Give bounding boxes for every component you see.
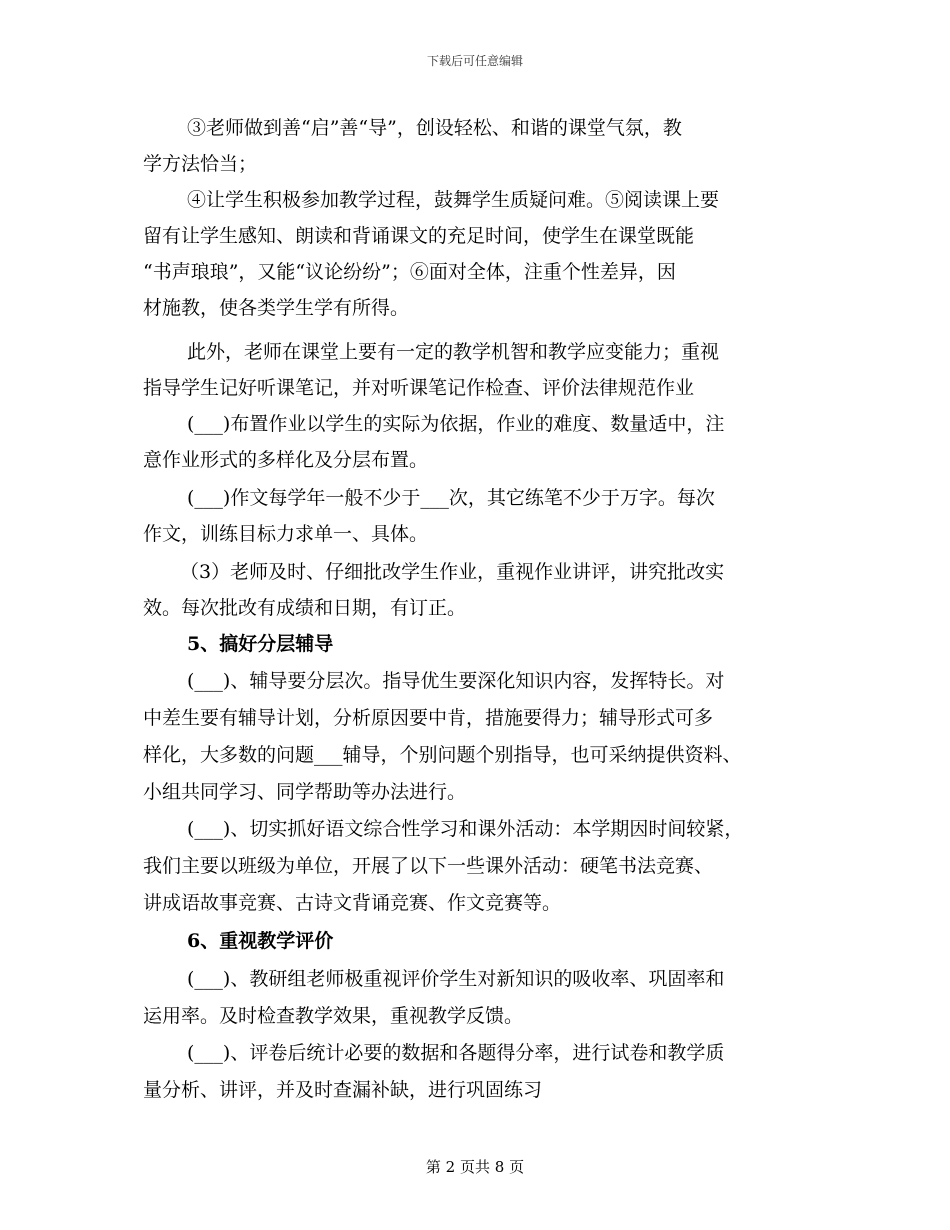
paragraph-line: 此外，老师在课堂上要有一定的教学机智和教学应变能力；重视 — [187, 341, 720, 363]
paragraph-line: 意作业形式的多样化及分层布置。 — [143, 449, 429, 471]
paragraph-line: 中差生要有辅导计划，分析原因要中肯，措施要得力；辅导形式可多 — [143, 707, 714, 729]
paragraph-line: 材施教，使各类学生学有所得。 — [143, 297, 410, 319]
paragraph-line: (___)作文每学年一般不少于___次，其它练笔不少于万字。每次 — [187, 487, 715, 509]
section-heading: 6、重视教学评价 — [187, 930, 334, 952]
page-header: 下载后可任意编辑 — [426, 54, 523, 68]
paragraph-line: 留有让学生感知、朗读和背诵课文的充足时间，使学生在课堂既能 — [143, 225, 695, 247]
paragraph-line: (___)、切实抓好语文综合性学习和课外活动：本学期因时间较紧， — [187, 818, 744, 840]
paragraph-line: (___)、评卷后统计必要的数据和各题得分率，进行试卷和教学质 — [187, 1042, 725, 1064]
paragraph-line: 讲成语故事竞赛、古诗文背诵竞赛、作文竞赛等。 — [143, 892, 562, 914]
paragraph-line: 量分析、讲评，并及时查漏补缺，进行巩固练习 — [143, 1079, 543, 1101]
paragraph-line: ③老师做到善“启”善“导”，创设轻松、和谐的课堂气氛，教 — [187, 117, 682, 139]
paragraph-line: 指导学生记好听课笔记，并对听课笔记作检查、评价法律规范作业 — [143, 377, 695, 399]
paragraph-line: 我们主要以班级为单位，开展了以下一些课外活动：硬笔书法竞赛、 — [143, 855, 714, 877]
paragraph-line: (___)布置作业以学生的实际为依据，作业的难度、数量适中，注 — [187, 413, 725, 435]
paragraph-line: 小组共同学习、同学帮助等办法进行。 — [143, 781, 467, 803]
paragraph-line: 效。每次批改有成绩和日期，有订正。 — [143, 597, 467, 619]
section-heading: 5、搞好分层辅导 — [187, 633, 334, 655]
paragraph-line: (___)、教研组老师极重视评价学生对新知识的吸收率、巩固率和 — [187, 968, 725, 990]
paragraph-line: 学方法恰当； — [143, 153, 258, 175]
paragraph-line: “书声琅琅”，又能“议论纷纷”；⑥面对全体，注重个性差异，因 — [143, 261, 676, 283]
paragraph-line: 作文，训练目标力求单一、具体。 — [143, 523, 429, 545]
paragraph-line: 运用率。及时检查教学效果，重视教学反馈。 — [143, 1005, 524, 1027]
paragraph-line: (___)、辅导要分层次。指导优生要深化知识内容，发挥特长。对 — [187, 670, 725, 692]
paragraph-line: （3）老师及时、仔细批改学生作业，重视作业讲评，讲究批改实 — [180, 561, 725, 583]
paragraph-line: 样化，大多数的问题___辅导，个别问题个别指导，也可采纳提供资料、 — [143, 744, 742, 766]
page-footer: 第 2 页共 8 页 — [425, 1158, 525, 1176]
paragraph-line: ④让学生积极参加教学过程，鼓舞学生质疑问难。⑤阅读课上要 — [187, 189, 720, 211]
